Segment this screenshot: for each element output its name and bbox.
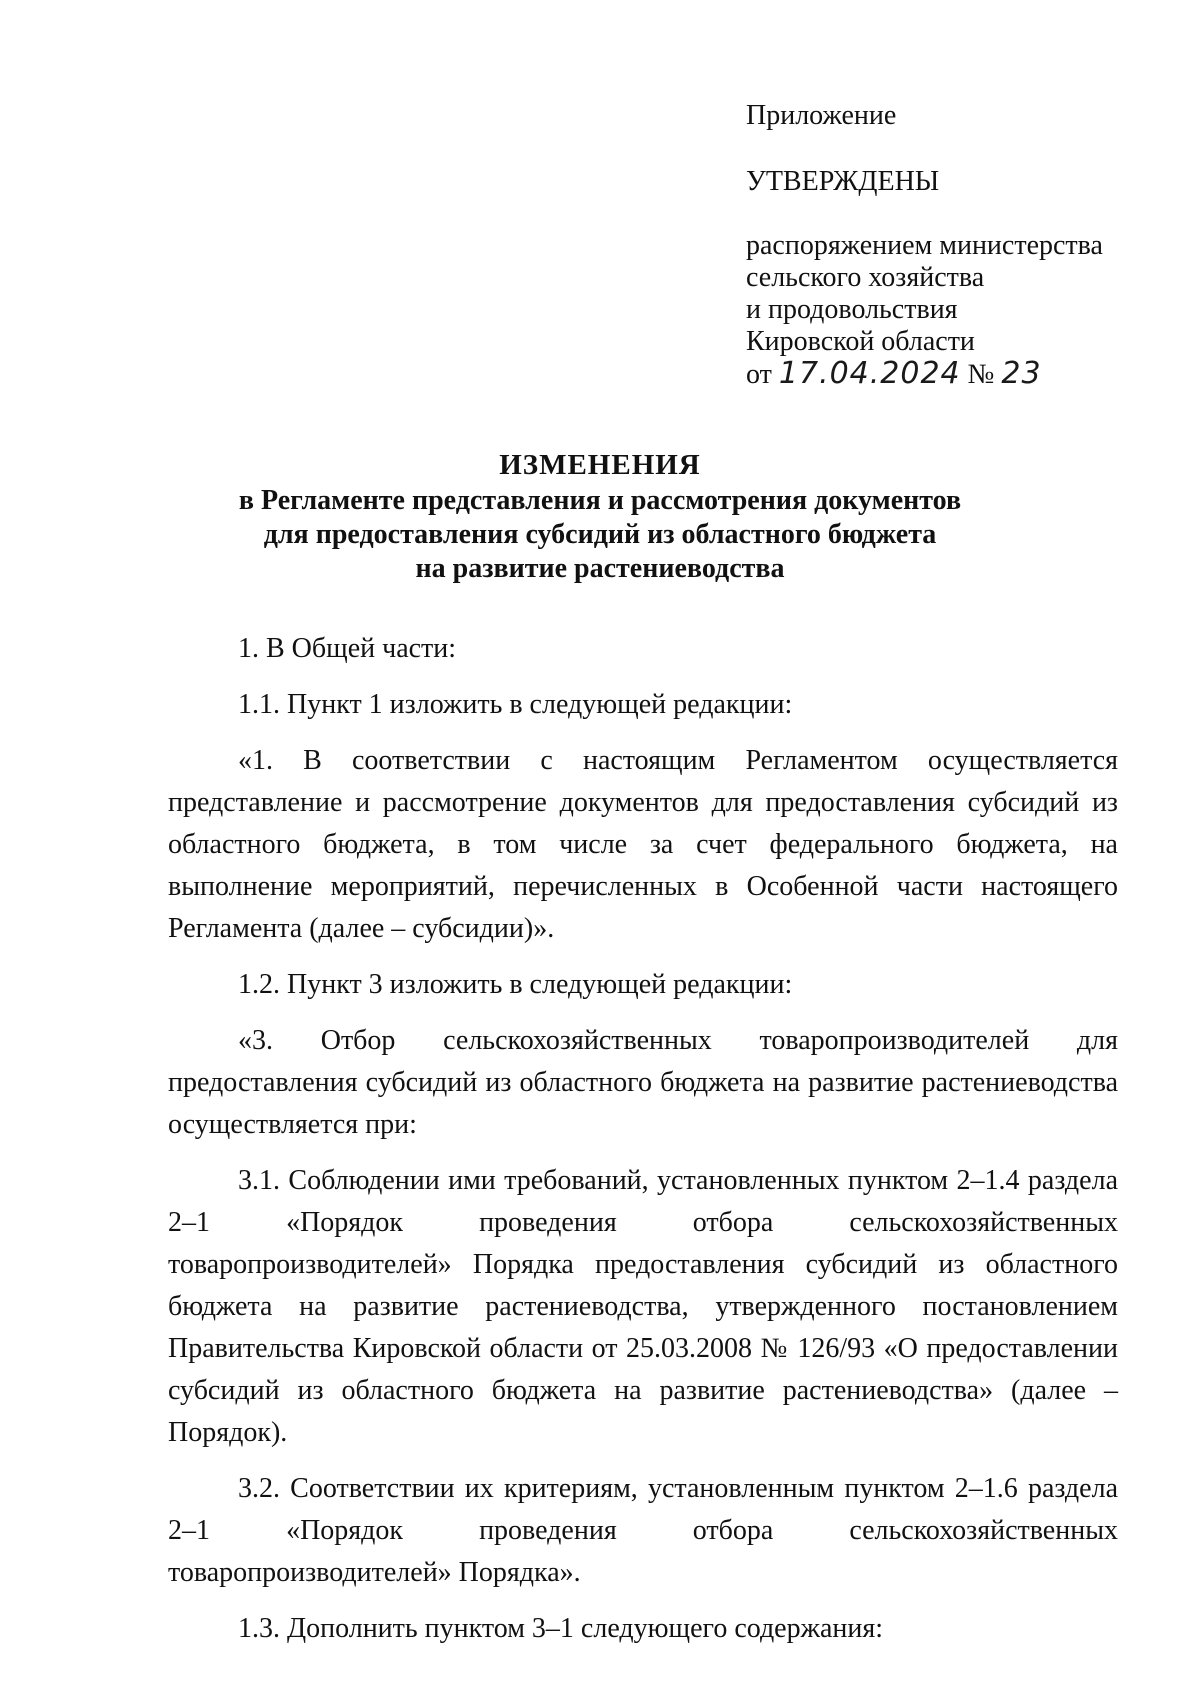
- order-line: и продовольствия: [746, 294, 958, 325]
- order-reference: [746, 230, 1166, 391]
- paragraph: «1. В соответствии с настоящим Регламентом осуществляется представление и рассмотрение документов для предоставления субсидий из областного бюджета, в том числе за счет федерального бюджета, на выполнение мероприятий, перечисленных в Особенной части настоящего Регламента (далее – субсидии)».: [168, 745, 1118, 944]
- heading-line: на развитие растениеводства: [415, 553, 785, 584]
- approval-block: [746, 100, 1166, 391]
- document-body: [168, 628, 1118, 1664]
- handwritten-number: 23: [1001, 356, 1042, 391]
- paragraph: 1.3. Дополнить пунктом 3–1 следующего содержания:: [238, 1613, 884, 1644]
- heading-title: ИЗМЕНЕНИЯ: [499, 449, 701, 481]
- order-line: Кировской области: [746, 326, 975, 357]
- appendix-label: Приложение: [746, 100, 897, 131]
- paragraph: 1.1. Пункт 1 изложить в следующей редакции:: [238, 689, 793, 720]
- paragraph: 1.2. Пункт 3 изложить в следующей редакции:: [238, 969, 793, 1000]
- paragraph: «3. Отбор сельскохозяйственных товаропроизводителей для предоставления субсидий из областного бюджета на развитие растениеводства осуществляется при:: [168, 1025, 1118, 1140]
- order-line: сельского хозяйства: [746, 262, 985, 293]
- heading-line: в Регламенте представления и рассмотрения документов: [238, 485, 962, 516]
- approved-label: УТВЕРЖДЕНЫ: [746, 166, 940, 197]
- order-line: распоряжением министерства: [746, 230, 1103, 261]
- date-prefix: от: [746, 359, 772, 390]
- heading-line: для предоставления субсидий из областного бюджета: [263, 519, 937, 550]
- document-heading: [100, 448, 1100, 586]
- number-sign: №: [967, 359, 995, 390]
- order-date-line: [746, 358, 1166, 391]
- handwritten-date: 17.04.2024: [778, 356, 961, 391]
- paragraph: 1. В Общей части:: [238, 633, 457, 664]
- paragraph: 3.1. Соблюдении ими требований, установленных пунктом 2–1.4 раздела 2–1 «Порядок проведения отбора сельскохозяйственных товаропроизводителей» Порядка предоставления субсидий из областного бюджета на развитие растениеводства, утвержденного постановлением Правительства Кировской области от 25.03.2008 № 126/93 «О предоставлении субсидий из областного бюджета на развитие растениеводства» (далее – Порядок).: [168, 1165, 1118, 1448]
- paragraph: 3.2. Соответствии их критериям, установленным пунктом 2–1.6 раздела 2–1 «Порядок проведения отбора сельскохозяйственных товаропроизводителей» Порядка».: [168, 1473, 1118, 1588]
